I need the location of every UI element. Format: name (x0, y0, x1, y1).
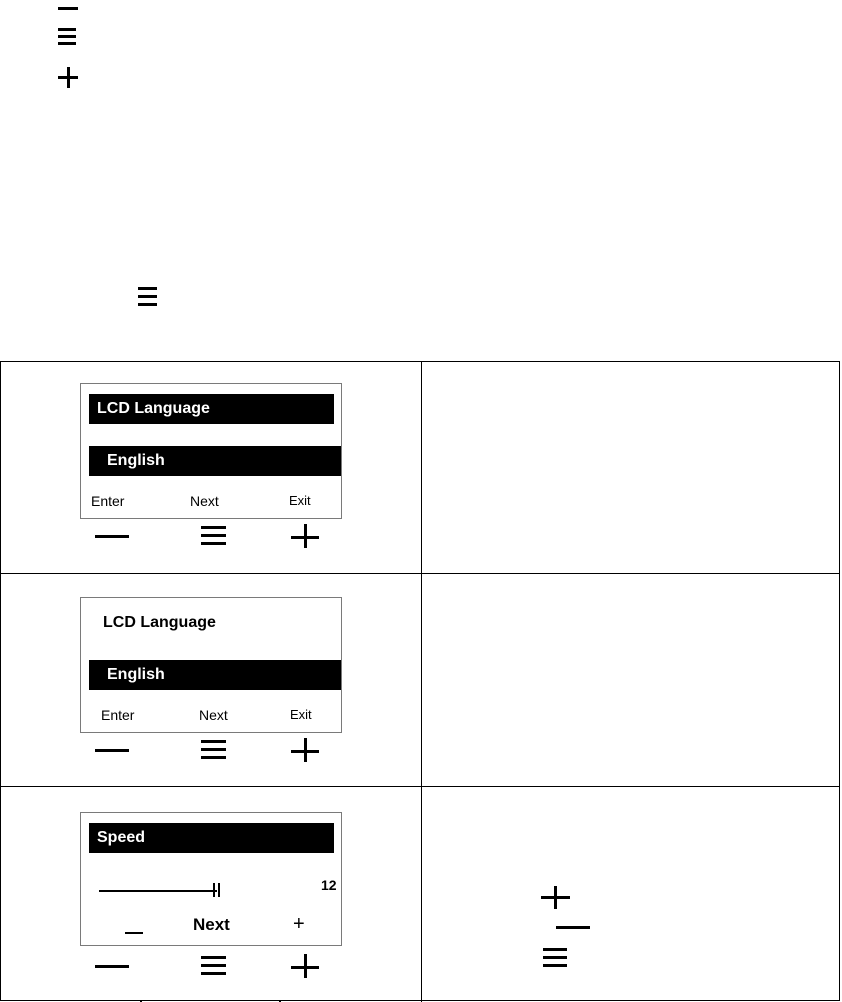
plus-icon[interactable] (291, 524, 323, 548)
minus-icon (58, 0, 80, 22)
lcd-title: LCD Language (103, 614, 216, 631)
speed-slider-handle (218, 883, 220, 897)
plus-icon[interactable] (291, 954, 323, 978)
minus-icon[interactable] (95, 524, 127, 548)
minus-icon[interactable] (95, 954, 127, 978)
lcd-value: English (89, 446, 341, 476)
lcd-title: LCD Language (89, 394, 334, 424)
column-divider (421, 361, 422, 1002)
softkey-left (125, 932, 143, 934)
hardware-buttons (80, 524, 342, 548)
softkey-middle: Next (193, 915, 230, 934)
lcd-title: Speed (89, 823, 334, 853)
speed-slider-handle[interactable] (213, 883, 215, 897)
hardware-buttons (80, 954, 342, 978)
softkey-middle: Next (199, 707, 228, 723)
softkey-right: Exit (290, 707, 312, 722)
plus-icon (58, 66, 80, 88)
plus-icon[interactable] (291, 738, 323, 762)
menu-icon[interactable] (201, 524, 233, 548)
softkey-right: + (293, 913, 305, 935)
row-divider (0, 786, 840, 787)
lcd-screen (80, 812, 342, 946)
softkey-left: Enter (91, 493, 125, 509)
speed-slider-track[interactable] (99, 890, 217, 892)
minus-icon[interactable] (95, 738, 127, 762)
speed-value: 12 (321, 877, 337, 893)
menu-icon (58, 26, 80, 48)
softkey-right: Exit (289, 493, 311, 508)
row-divider (0, 573, 840, 574)
menu-icon (138, 286, 160, 308)
softkey-middle: Next (190, 493, 219, 509)
hardware-buttons (80, 738, 342, 762)
plus-icon (541, 886, 571, 910)
lcd-screen (80, 597, 342, 733)
menu-icon[interactable] (201, 738, 233, 762)
menu-icon (543, 946, 569, 970)
lcd-screen (80, 383, 342, 519)
menu-icon[interactable] (201, 954, 233, 978)
softkey-left: Enter (101, 707, 135, 723)
lcd-value: English (89, 660, 341, 690)
minus-icon (556, 925, 592, 931)
